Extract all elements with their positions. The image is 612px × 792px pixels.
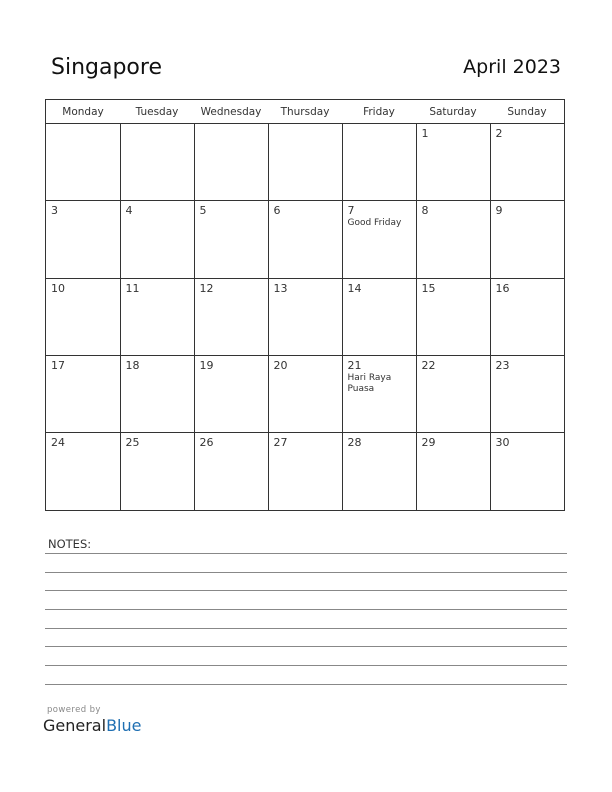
generalblue-logo	[43, 716, 141, 735]
day-cell	[120, 433, 194, 510]
notes-label: NOTES:	[48, 537, 92, 551]
weekday-thursday: Thursday	[268, 100, 342, 124]
day-number: 14	[347, 281, 362, 295]
day-number: 12	[199, 281, 214, 295]
brand-general: General	[43, 716, 107, 735]
day-cell	[194, 201, 268, 278]
day-number: 8	[421, 204, 429, 218]
notes-line	[45, 646, 567, 647]
day-number: 29	[421, 436, 436, 450]
day-cell	[120, 355, 194, 432]
day-number: 1	[421, 127, 429, 140]
day-number: 25	[125, 436, 140, 450]
week-row	[46, 201, 564, 278]
notes-line	[45, 628, 567, 629]
weekday-header-row	[46, 100, 564, 124]
week-row	[46, 433, 564, 510]
day-cell	[120, 124, 194, 201]
notes-line	[45, 684, 567, 685]
day-cell	[268, 201, 342, 278]
notes-line	[45, 590, 567, 591]
day-number: 21	[347, 358, 362, 372]
day-number: 4	[125, 204, 133, 218]
day-cell	[120, 278, 194, 355]
day-cell	[342, 433, 416, 510]
day-cell	[268, 433, 342, 510]
week-row	[46, 124, 564, 201]
day-number: 18	[125, 358, 140, 372]
day-cell	[268, 355, 342, 432]
day-number: 24	[51, 436, 65, 450]
notes-line	[45, 609, 567, 610]
day-cell	[416, 355, 490, 432]
holiday-label: Hari Raya Puasa	[347, 372, 392, 394]
day-cell	[46, 201, 120, 278]
day-cell	[342, 355, 416, 432]
day-cell	[416, 124, 490, 201]
day-number: 15	[421, 281, 436, 295]
day-cell	[46, 355, 120, 432]
day-number: 26	[199, 436, 214, 450]
day-number: 11	[125, 281, 140, 295]
weekday-friday: Friday	[342, 100, 416, 124]
week-row	[46, 355, 564, 432]
weekday-monday: Monday	[46, 100, 120, 124]
weekday-wednesday: Wednesday	[194, 100, 268, 124]
day-cell	[46, 433, 120, 510]
day-number: 6	[273, 204, 281, 218]
day-cell	[490, 278, 564, 355]
day-cell	[416, 433, 490, 510]
day-cell	[46, 124, 120, 201]
day-number: 22	[421, 358, 436, 372]
day-cell	[490, 355, 564, 432]
day-cell	[194, 433, 268, 510]
day-number: 7	[347, 204, 355, 218]
day-cell	[342, 201, 416, 278]
day-number: 30	[495, 436, 510, 450]
day-number: 20	[273, 358, 288, 372]
day-cell	[490, 433, 564, 510]
day-number: 16	[495, 281, 510, 295]
notes-line	[45, 572, 567, 573]
country-title: Singapore	[51, 55, 162, 80]
day-number: 17	[51, 358, 65, 372]
day-number: 13	[273, 281, 288, 295]
day-number: 27	[273, 436, 288, 450]
day-number: 10	[51, 281, 65, 295]
day-cell	[268, 124, 342, 201]
day-cell	[194, 278, 268, 355]
day-cell	[342, 124, 416, 201]
day-cell	[268, 278, 342, 355]
day-cell	[342, 278, 416, 355]
notes-line	[45, 665, 567, 666]
day-cell	[416, 278, 490, 355]
weekday-sunday: Sunday	[490, 100, 564, 124]
day-cell	[194, 355, 268, 432]
day-number: 23	[495, 358, 510, 372]
day-cell	[490, 201, 564, 278]
week-row	[46, 278, 564, 355]
day-number: 3	[51, 204, 58, 218]
notes-line	[45, 553, 567, 554]
day-number: 5	[199, 204, 207, 218]
day-cell	[194, 124, 268, 201]
day-cell	[490, 124, 564, 201]
day-cell	[416, 201, 490, 278]
day-number: 28	[347, 436, 362, 450]
month-year-title: April 2023	[463, 56, 561, 78]
day-number: 9	[495, 204, 503, 218]
powered-by-text: powered by	[47, 705, 101, 715]
weekday-saturday: Saturday	[416, 100, 490, 124]
holiday-label: Good Friday	[347, 218, 402, 229]
day-number: 2	[495, 127, 503, 140]
day-cell	[120, 201, 194, 278]
day-cell	[46, 278, 120, 355]
weekday-tuesday: Tuesday	[120, 100, 194, 124]
day-number: 19	[199, 358, 214, 372]
brand-blue: Blue	[106, 716, 142, 735]
calendar-grid	[45, 99, 565, 511]
